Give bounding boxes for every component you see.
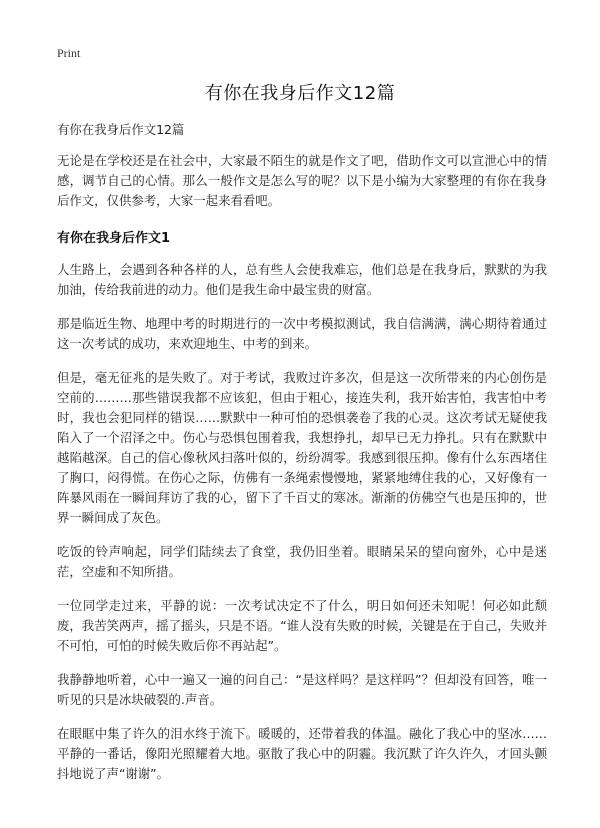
article-body <box>57 120 547 798</box>
paragraph: 一位同学走过来，平静的说：一次考试决定不了什么，明日如何还未知呢！何必如此颓废，我苦笑两声，摇了摇头，只是不语。“谁人没有失败的时候，关键是在于自己，失败并不可怕，可怕的时候失败后你不再站起”。 <box>57 598 547 653</box>
section-heading: 有你在我身后作文1 <box>57 231 171 246</box>
page-title: 有你在我身后作文12篇 <box>204 83 396 104</box>
paragraph: 但是，毫无征兆的是失败了。对于考试，我败过许多次，但是这一次所带来的内心创伤是空前的………那些错误我都不应该犯，但由于粗心，接连失利，我开始害怕，我害怕中考时，我也会犯同样的错误……默默中一种可怕的恐惧袭卷了我的心灵。这次考试无疑使我陷入了一个沼泽之中。伤心与恐惧包围着我，我想挣扎，却早已无力挣扎。只有在默默中越陷越深。自己的信心像秋风扫落叶似的，纷纷凋零。我感到很压抑。像有什么东西堵住了胸口，闷得慌。在伤心之际，仿佛有一条绳索慢慢地，紧紧地缚住我的心，又好像有一阵暴风雨在一瞬间拜访了我的心，留下了千百丈的寒冰。渐渐的仿佛空气也是压抑的，世界一瞬间成了灰色。 <box>57 370 547 525</box>
paragraph: 吃饭的铃声响起，同学们陆续去了食堂，我仍旧坐着。眼睛呆呆的望向窗外，心中是迷茫，空虚和不知所措。 <box>57 544 547 579</box>
print-label: Print <box>57 46 81 60</box>
paragraph: 我静静地听着，心中一遍又一遍的问自己：“是这样吗？是这样吗”？但却没有回答，唯一听见的只是冰块破裂的.声音。 <box>57 672 547 707</box>
intro-paragraph: 无论是在学校还是在社会中，大家最不陌生的就是作文了吧，借助作文可以宣泄心中的情感，调节自己的心情。那么一般作文是怎么写的呢？以下是小编为大家整理的有你在我身后作文，仅供参考，大家一起来看看吧。 <box>57 153 547 208</box>
paragraph: 那是临近生物、地理中考的时期进行的一次中考模拟测试，我自信满满，满心期待着通过这一次考试的成功，来欢迎地生、中考的到来。 <box>57 316 547 351</box>
paragraph: 在眼眶中集了许久的泪水终于流下。暖暖的，还带着我的体温。融化了我心中的坚冰……平静的一番话，像阳光照耀着大地。驱散了我心中的阴霾。我沉默了许久许久，才回头颤抖地说了声“谢谢”。 <box>57 726 547 781</box>
article-subtitle: 有你在我身后作文12篇 <box>57 122 185 137</box>
paragraph: 人生路上，会遇到各种各样的人，总有些人会使我难忘，他们总是在我身后，默默的为我加油，传给我前进的动力。他们是我生命中最宝贵的财富。 <box>57 262 547 297</box>
